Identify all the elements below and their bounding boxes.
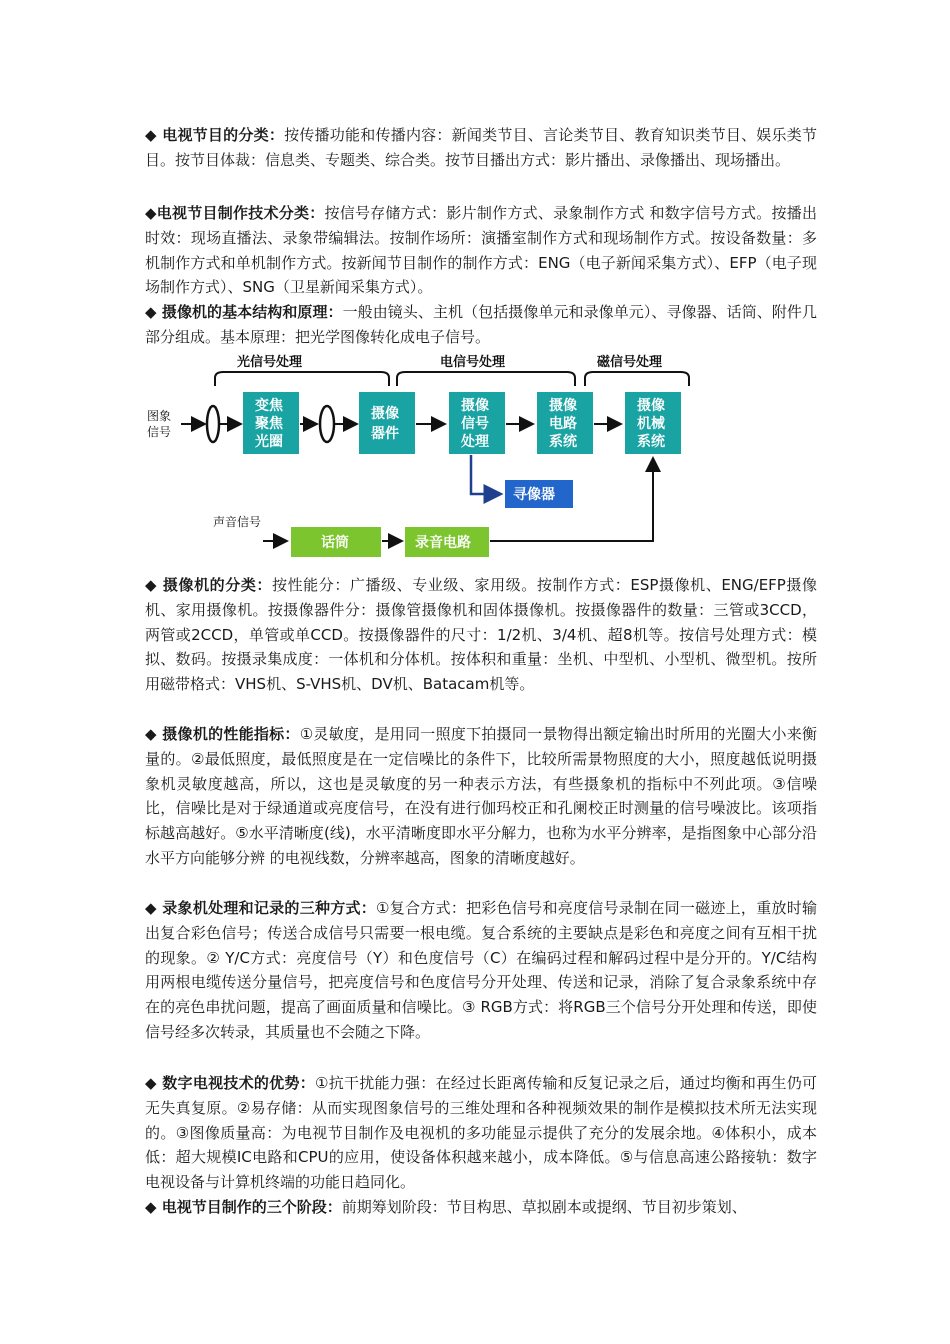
paragraph-heading: ◆ 摄像机的性能指标： [145,725,300,743]
header-optical: 光信号处理 [237,355,303,370]
paragraph-heading: ◆ 摄像机的基本结构和原理： [145,303,343,321]
paragraph-body: ①抗干扰能力强：在经过长距离传输和反复记录之后，通过均衡和再生仍可无失真复原。②易存储：从而实现图象信号的三维处理和各种视频效果的制作是模拟技术所无法实现的。③图像质量高：为电视节目制作及电视机的多功能显示提供了充分的发展余地。④体积小，成本低：超大规模IC电路和CPU的应用，使设备体积越来越小，成本降低。⑤与信息高速公路接轨：数字电视设备与计算机终端的功能日趋同化。 [145,1074,818,1192]
bracket-optical [215,372,389,386]
bracket-magnetic [585,372,689,386]
paragraph-program-classification [145,123,817,173]
header-magnetic: 磁信号处理 [597,355,663,370]
paragraph-production-stages [145,1195,817,1220]
paragraph-vcr-modes [145,896,817,1045]
paragraph-body: 一般由镜头、主机（包括摄像单元和录像单元）、寻像器、话筒、附件几部分组成。基本原理：把光学图像转化成电子信号。 [145,303,817,346]
paragraph-camera-classification [145,573,817,697]
box-mech-line2: 机械 [637,416,665,432]
box-circuit-line1: 摄像 [549,398,577,414]
paragraph-body: ①复合方式：把彩色信号和亮度信号录制在同一磁迹上，重放时输出复合彩色信号；传送合成信号只需要一根电缆。复合系统的主要缺点是彩色和亮度之间有互相干扰的现象。② Y/C方式：亮度信号（Y）和色度信号（C）在编码过程和解码过程中是分开的。Y/C结构用两根电缆传送分量信号，把亮度信号和色度信号分开处理、传送和记录，消除了复合录象系统中存在的亮色串扰问题，提高了画面质量和信噪比。③ RGB方式：将RGB三个信号分开处理和传送，即使信号经多次转录，其质量也不会随之下降。 [145,899,817,1041]
input-label-line1: 图象 [147,409,172,423]
audio-signal-label: 声音信号 [213,515,262,529]
box-zoom-line2: 聚焦 [255,416,283,432]
lens-icon [207,406,219,442]
box-microphone-label: 话筒 [321,535,349,551]
box-signal-line3: 处理 [461,434,489,450]
paragraph-heading: ◆ 电视节目的分类： [145,126,285,144]
box-zoom-line3: 光圈 [255,434,283,450]
box-signal-line1: 摄像 [461,398,489,414]
box-pickup-line2: 器件 [371,426,399,442]
camera-structure-diagram [145,348,705,566]
box-zoom-line1: 变焦 [255,398,283,414]
paragraph-body: ①灵敏度，是用同一照度下拍摄同一景物得出额定输出时所用的光圈大小来衡量的。②最低照度，最低照度是在一定信噪比的条件下，比较所需景物照度的大小，照度越低说明摄象机灵敏度越高，所以，这也是灵敏度的另一种表示方法，有些摄象机的指标中不列此项。③信噪比，信噪比是对于绿通道或亮度信号，在没有进行伽玛校正和孔阑校正时测量的信号噪波比。该项指标越高越好。⑤水平清晰度(线)，水平清晰度即水平分解力，也称为水平分辨率，是指图象中心部分沿水平方向能够分辨 的电视线数，分辨率越高，图象的清晰度越好。 [145,725,818,867]
input-label-line2: 信号 [147,425,172,439]
paragraph-heading: ◆ 数字电视技术的优势： [145,1074,315,1092]
paragraph-production-tech [145,201,817,300]
box-audio-circuit-label: 录音电路 [415,535,471,551]
header-electrical: 电信号处理 [440,355,506,370]
paragraph-body: 按性能分：广播级、专业级、家用级。按制作方式：ESP摄像机、ENG/EFP摄像机、家用摄像机。按摄像器件分：摄像管摄像机和固体摄像机。按摄像器件的数量：三管或3CCD，两管或2CCD，单管或单CCD。按摄像器件的尺寸：1/2机、3/4机、超8机等。按信号处理方式：模拟、数码。按摄录集成度：一体机和分体机。按体积和重量：坐机、中型机、小型机、微型机。按所用磁带格式：VHS机、S-VHS机、DV机、Batacam机等。 [145,576,818,694]
box-signal-line2: 信号 [461,416,489,432]
paragraph-camera-structure [145,300,817,350]
paragraph-heading: ◆ 电视节目制作的三个阶段： [145,1198,342,1216]
box-pickup-line1: 摄像 [371,406,399,422]
paragraph-body: 前期筹划阶段：节目构思、草拟剧本或提纲、节目初步策划、 [341,1198,747,1216]
paragraph-body: 按信号存储方式：影片制作方式、录象制作方式 和数字信号方式。按播出时效：现场直播法、录象带编辑法。按制作场所：演播室制作方式和现场制作方式。按设备数量：多机制作方式和单机制作方式。按新闻节目制作的制作方式：ENG（电子新闻采集方式）、EFP（电子现场制作方式）、SNG（卫星新闻采集方式）。 [145,204,817,297]
box-mech-line1: 摄像 [637,398,665,414]
paragraph-body: 按传播功能和传播内容：新闻类节目、言论类节目、教育知识类节目、娱乐类节目。按节目体裁：信息类、专题类、综合类。按节目播出方式：影片播出、录像播出、现场播出。 [145,126,817,169]
box-mech-line3: 系统 [637,434,665,450]
lens-icon [320,406,334,442]
box-pickup-device [359,392,415,454]
box-circuit-line2: 电路 [549,416,577,432]
paragraph-heading: ◆电视节目制作技术分类： [145,204,325,222]
box-circuit-line3: 系统 [549,434,577,450]
paragraph-heading: ◆ 摄像机的分类： [145,576,272,594]
paragraph-camera-performance [145,722,817,871]
box-viewfinder-label: 寻像器 [513,487,555,503]
paragraph-heading: ◆ 录象机处理和记录的三种方式： [145,899,377,917]
paragraph-digital-tv-advantages [145,1071,817,1195]
bracket-electrical [397,372,575,386]
